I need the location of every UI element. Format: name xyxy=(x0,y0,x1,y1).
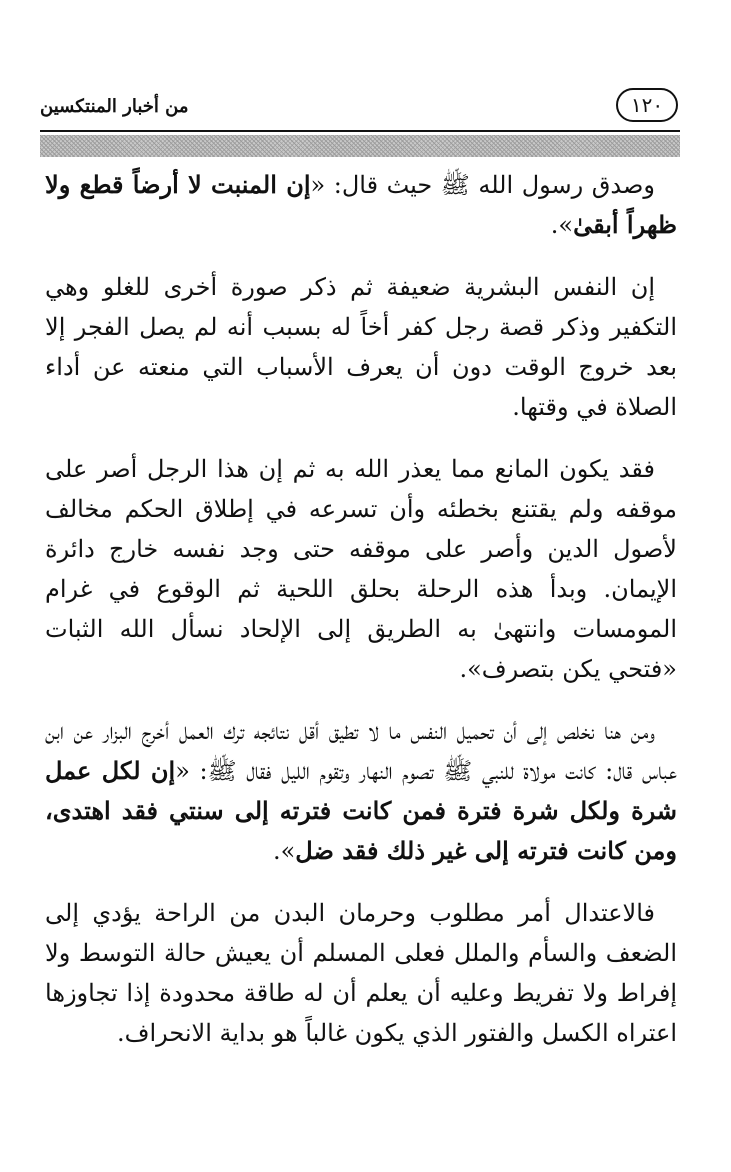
header-ornament-band xyxy=(40,135,680,157)
page-number: ١٢٠ xyxy=(616,88,678,122)
page-body xyxy=(45,165,677,1075)
paragraph-1 xyxy=(45,165,677,245)
paragraph-1-closing: ». xyxy=(550,211,574,239)
header-rule xyxy=(40,130,680,132)
paragraph-2: إن النفس البشرية ضعيفة ثم ذكر صورة أخرى للغلو وهي التكفير وذكر قصة رجل كفر أخاً له بسبب أنه لم يصل الفجر إلا بعد خروج الوقت دون أن يعرف الأسباب التي منعته عن أداء الصلاة في وقتها. xyxy=(45,273,677,421)
paragraph-5: فالاعتدال أمر مطلوب وحرمان البدن من الراحة يؤدي إلى الضعف والسأم والملل فعلى المسلم أن يعيش حالة التوسط ولا إفراط ولا تفريط وعليه أن يعلم أن له طاقة محدودة إذا تجاوزها اعتراه الكسل والفتور الذي يكون غالباً هو بداية الانحراف. xyxy=(45,899,677,1047)
paragraph-1-text: وصدق رسول الله ﷺ حيث قال: « xyxy=(310,171,655,199)
paragraph-4-text: ومن هنا نخلص إلى أن تحميل النفس ما لا تطيق أقل نتائجه ترك العمل أخرج البزار عن ابن عباس قال: كانت مولاة للنبي ﷺ تصوم النهار وتقوم الليل فقال ﷺ: « xyxy=(45,717,678,785)
hadith-quote-1: إن المنبت لا أرضاً قطع ولا ظهراً أبقىٰ xyxy=(45,170,677,239)
paragraph-3: فقد يكون المانع مما يعذر الله به ثم إن هذا الرجل أصر على موقفه ولم يقتنع بخطئه وأن تسرعه في إطلاق الحكم مخالف لأصول الدين وأصر على موقفه حتى وجد نفسه خارج دائرة الإيمان. وبدأ هذه الرحلة بحلق اللحية ثم الوقوع في غرام المومسات وانتهىٰ به الطريق إلى الإلحاد نسأل الله الثبات «فتحي يكن بتصرف». xyxy=(45,455,678,683)
hadith-quote-2: إن لكل عمل شرة ولكل شرة فترة فمن كانت فترته إلى سنتي فقد اهتدى، ومن كانت فترته إلى غير ذلك فقد ضل xyxy=(45,756,677,865)
paragraph-4 xyxy=(45,711,677,871)
paragraph-4-closing: ». xyxy=(272,837,296,865)
running-title: من أخبار المنتكسين xyxy=(40,96,189,117)
page-header xyxy=(40,86,680,130)
